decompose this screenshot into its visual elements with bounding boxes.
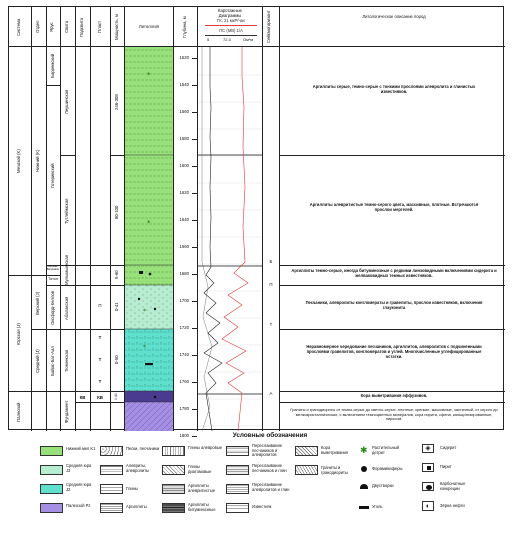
legend-swatch-weathering (295, 446, 318, 456)
header-layer: Пласт (97, 20, 102, 34)
series-upper-j: Верхний (J) (35, 291, 40, 315)
plant-detritus-icon: ✱ (360, 445, 368, 455)
legend-swatch-interbed-1 (226, 446, 249, 456)
lithology-column (125, 47, 173, 431)
svg-text:*: * (143, 344, 146, 351)
suite-mulymyinsk: Мулымьинская (64, 254, 69, 285)
thickness-4: 0-41 (114, 302, 119, 312)
depth-tick-mark (192, 166, 197, 167)
description-1: Аргиллиты серые, темно-серые с тонкими прослоями алевролита и глинистых известняков. (312, 84, 476, 94)
legend-label-pyrite: Пирит (440, 464, 452, 469)
legend (40, 432, 500, 532)
description-6: Кора выветривания эффузивов. (360, 393, 428, 398)
depth-tick-label: 1620 (179, 190, 189, 195)
legend-label-sand: Пески, песчаники (126, 446, 160, 451)
siderite-icon: ◈ (422, 444, 434, 453)
legend-label-interbed-3: Переслаивание алевролитов и глин (252, 482, 290, 492)
legend-label-bivalve: Двустворки (372, 483, 394, 488)
depth-tick-label: 1780 (179, 406, 189, 411)
layer-t2: Т (98, 357, 102, 362)
legend-label-siderite: Сидерит (440, 445, 457, 450)
description-4: Песчаники, алевролиты конгломераты и гравелиты, прослои известняков, включения глауконита (305, 300, 483, 310)
legend-swatch-granite (295, 465, 318, 475)
legend-swatch-clay (100, 484, 123, 494)
legend-swatch-silt (100, 465, 123, 475)
legend-label-granite: Граниты и гранодиориты (321, 465, 348, 475)
depth-tick-mark (192, 85, 197, 86)
header-thickness: Мощность, м (114, 14, 119, 41)
log-scale-left: 5 (207, 37, 210, 42)
depth-tick-mark (192, 274, 197, 275)
thickness-3: 5-60 (114, 270, 119, 280)
stage-bajocian: Байос-Бат-Аал (50, 346, 55, 376)
legend-label-interbed-2: Переслаивание песчаников и глин (252, 463, 287, 473)
stage-kv: КВ (79, 395, 86, 400)
depth-tick-label: 1660 (179, 244, 189, 249)
legend-label-silt: Алевриты, алевролиты (126, 463, 150, 473)
log-scale-mid: 72.3 (223, 37, 231, 42)
suite-abalak: Абалакская (64, 296, 69, 320)
depth-tick-mark (192, 409, 197, 410)
oil-grain-icon: ◐ (422, 501, 434, 511)
log-ps-label: ПС (МВ) 1/А (219, 28, 243, 33)
horizon-b: Б (269, 259, 273, 264)
depth-tick-label: 1600 (179, 163, 189, 168)
depth-tick-mark (192, 58, 197, 59)
legend-label-arg-silt: Аргиллиты алевритистые (188, 483, 215, 493)
legend-label-j3: Средняя юра J3 (66, 463, 92, 473)
legend-swatch-argillite (100, 503, 123, 513)
suite-tutlejm: Тутлеймская (64, 198, 69, 224)
header-depth: Глубина, м (182, 16, 187, 38)
thickness-1: 246-308 (114, 94, 119, 110)
series-middle-j: Средний (J) (35, 349, 40, 373)
bivalve-icon (360, 484, 368, 489)
pyrite-icon (422, 463, 434, 472)
stage-tithonian: Титон (48, 277, 58, 281)
depth-tick-label: 1540 (179, 82, 189, 87)
stage-hauterivian: Готеривский (50, 163, 55, 189)
depth-tick-label: 1560 (179, 109, 189, 114)
legend-swatch-sand (100, 446, 123, 456)
legend-swatch-pz (40, 503, 63, 513)
stage-berrias: Берриас- Валанжин (46, 265, 60, 271)
thickness-5: 0-50 (114, 355, 119, 365)
depth-tick-label: 1700 (179, 298, 189, 303)
depth-tick-label: 1720 (179, 325, 189, 330)
legend-label-argillite: Аргиллиты (126, 504, 147, 509)
description-2: Аргиллиты алевритистые темно-серого цвета, массивные, плотные. Встречаются прослои мергелей. (309, 202, 479, 212)
depth-tick-label: 1640 (179, 217, 189, 222)
header-subsuite: Подсвита (79, 17, 84, 37)
header-logs: Каротажные Диаграммы (218, 8, 242, 18)
header-series: Отдел (35, 20, 40, 34)
depth-tick-mark (192, 382, 197, 383)
thickness-2: 80-100 (114, 205, 119, 219)
legend-swatch-interbed-3 (226, 484, 249, 494)
legend-label-clay-diatom: Глины диатомовые (188, 464, 212, 474)
depth-tick-mark (192, 355, 197, 356)
legend-label-plant: Растительный детрит (372, 445, 400, 455)
layer-u1: П (98, 303, 102, 308)
carbonate-concretion-icon (422, 482, 434, 491)
legend-swatch-limestone (226, 503, 249, 513)
description-7: Граниты и гранодиориты от темно-серых до светло-серых, плотные, крепкие, массивные, частичный, от серого до мелкокристаллические, с включением темноцветных минералов, кора пирита, сфена, кальцитизированные, пиросом. (290, 407, 498, 422)
legend-title: Условные обозначения (232, 432, 308, 439)
legend-swatch-clay-silt (162, 446, 185, 456)
description-3: Аргиллиты темно-серые, иногда битуминозные с редкими линзовидными включениями сидерита и желваковидных темных известняков. (291, 268, 497, 278)
depth-tick-label: 1520 (179, 55, 189, 60)
depth-tick-mark (192, 301, 197, 302)
depth-tick-mark (192, 112, 197, 113)
svg-text:*: * (143, 308, 146, 315)
legend-label-coal: Уголь (372, 504, 383, 509)
legend-label-clay: Глины (126, 486, 138, 491)
system-jurassic: Юрская (J) (16, 323, 21, 345)
coal-icon (359, 506, 369, 509)
legend-swatch-arg-bitum (162, 503, 185, 513)
header-lithology: Литология (138, 24, 160, 29)
legend-label-carbonate: Карбонатные конкреции (440, 481, 466, 491)
depth-tick-mark (192, 139, 197, 140)
legend-label-weathering: Кора выветривания (321, 445, 348, 455)
legend-label-clay-silt: Глины алевровые (188, 445, 223, 450)
depth-tick-label: 1680 (179, 271, 189, 276)
header-stage: Ярус (49, 22, 54, 32)
horizon-a: А (269, 391, 273, 396)
legend-swatch-j2 (40, 484, 63, 494)
legend-label-limestone: Известняк (252, 504, 272, 509)
log-gk-label: ГК, 21 мкР/час (216, 18, 246, 23)
legend-label-interbed-1: Переслаивание песчаников и алевролитов (252, 443, 283, 458)
log-track (198, 47, 262, 431)
description-5: Неравномерное чередование песчаников, аргиллитов, алевролитов с подчиненными прослоями гравелитов, конгломератов и углей. Многочисленные углефицированные остатки. (306, 344, 482, 359)
thickness-6: 0-40 (114, 393, 118, 401)
system-mesozoic: Мезозой (K) (16, 149, 21, 173)
legend-swatch-clay-diatom (162, 465, 185, 475)
depth-tick-mark (192, 193, 197, 194)
depth-tick-mark (192, 247, 197, 248)
header-suite: Свита (64, 20, 69, 34)
legend-swatch-arg-silt (162, 484, 185, 494)
depth-tick-label: 1740 (179, 352, 189, 357)
depth-tick-mark (192, 220, 197, 221)
legend-label-foram: Фораминиферы (372, 466, 403, 471)
legend-label-arg-bitum: Аргиллиты битуминозные (188, 502, 216, 512)
suite-tyumen: Тюменская (64, 349, 69, 373)
legend-swatch-k1 (40, 446, 63, 456)
stage-barremian: Барремский (50, 53, 55, 79)
stage-oxford: Оксфорд-Келлов (50, 290, 55, 326)
svg-text:*: * (147, 219, 151, 227)
layer-t1: Т (98, 335, 102, 340)
header-horizon: Сейсмогоризонт (266, 10, 271, 43)
series-lower: Нижний (K) (35, 149, 40, 173)
horizon-p: П (269, 282, 273, 287)
legend-label-oil: Зёрна нефти (440, 503, 465, 508)
header-description: Литологическое описание пород (362, 14, 426, 19)
depth-tick-label: 1580 (179, 136, 189, 141)
system-paleozoic: Палеозой (16, 402, 21, 422)
depth-tick-label: 1760 (179, 379, 189, 384)
suite-leushinsk: Леушинская (64, 89, 69, 115)
header-system: Система (16, 18, 21, 36)
layer-kv: КВ (97, 395, 103, 400)
horizon-t: Т (269, 322, 273, 327)
depth-axis (174, 47, 197, 438)
suite-foundation: Фундамент (64, 400, 69, 424)
legend-label-k1: Нижний мел K1 (66, 446, 96, 451)
foraminifera-icon (361, 466, 367, 472)
legend-swatch-j3 (40, 465, 63, 475)
log-scale-right: Ом*м (243, 37, 254, 42)
depth-tick-label: 1800 (179, 433, 189, 438)
depth-tick-mark (192, 328, 197, 329)
layer-t3: Т (98, 379, 102, 384)
legend-label-pz: Палеозой Pz (66, 503, 91, 508)
svg-text:*: * (147, 71, 151, 79)
legend-swatch-interbed-2 (226, 465, 249, 475)
legend-label-j2: Средняя юра J2 (66, 482, 92, 492)
